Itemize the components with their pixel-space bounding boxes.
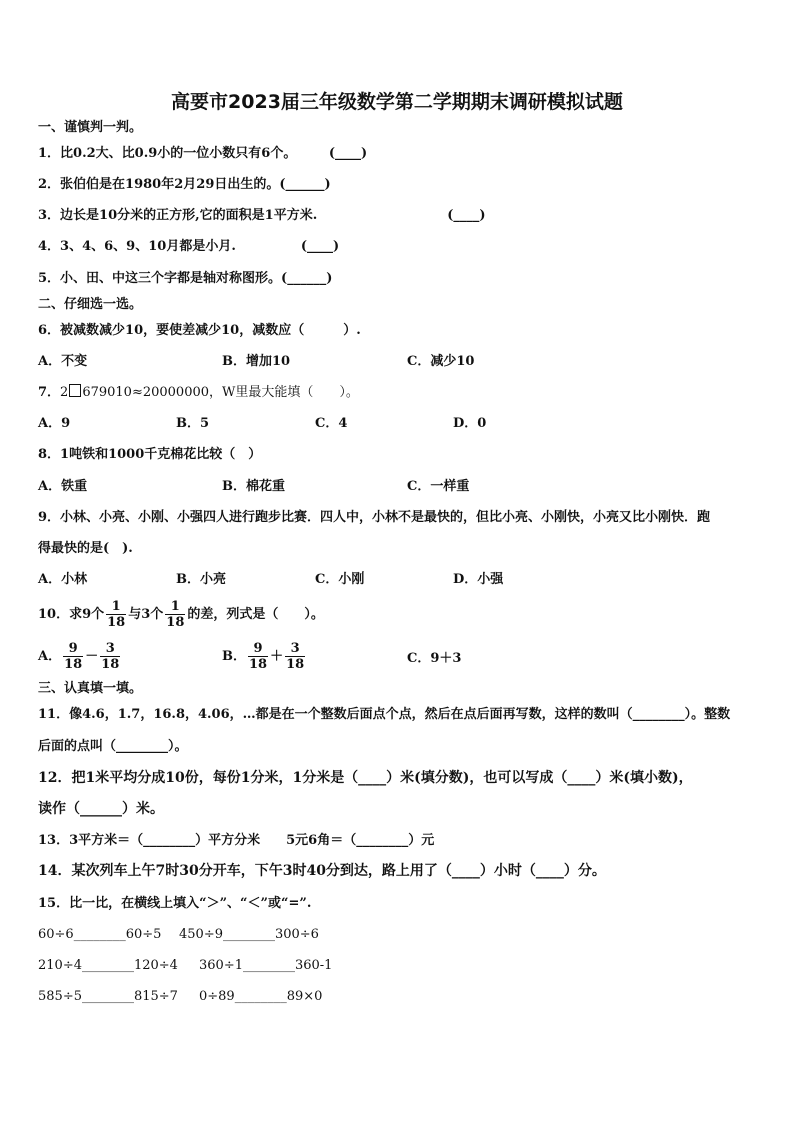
fraction [248, 641, 268, 672]
fraction-denominator: 18 [166, 615, 185, 630]
q7-option-b: B．5 [176, 416, 210, 431]
q6-option-a: A．不变 [38, 354, 88, 369]
option-label: B． [222, 649, 246, 664]
question-8: 8．1吨铁和1000千克棉花比较（ ） [38, 447, 262, 462]
q7-option-c: C．4 [315, 416, 348, 431]
question-13: 13．3平方米＝（________）平方分米 5元6角＝（________）元 [38, 833, 435, 848]
q10-text-2: 与3个 [128, 607, 164, 622]
fraction [100, 641, 120, 672]
question-11-line-1: 11．像4.6，1.7，16.8，4.06，…都是在一个整数后面点个点，然后在点后面再写数，这样的数叫（________）。整数 [38, 707, 731, 722]
fraction-numerator: 1 [106, 599, 126, 615]
question-5: 5．小、田、中这三个字都是轴对称图形。(______) [38, 271, 333, 286]
operator: － [85, 649, 99, 664]
fraction [285, 641, 305, 672]
q10-option-a [38, 641, 122, 672]
question-11-line-2: 后面的点叫（________）。 [38, 739, 188, 754]
q7-number: 7． [38, 385, 61, 400]
q8-option-c: C．一样重 [407, 479, 470, 494]
blank-box-icon [69, 384, 81, 397]
fraction [106, 599, 126, 630]
q9-option-a: A．小林 [38, 572, 88, 587]
q6-option-c: C．减少10 [407, 354, 475, 369]
question-10 [38, 599, 324, 630]
compare-row-1-left: 60÷6________60÷5 [38, 927, 162, 942]
question-9-line-2: 得最快的是( ). [38, 541, 133, 556]
compare-row-2-left: 210÷4________120÷4 [38, 958, 178, 973]
operator: ＋ [270, 649, 284, 664]
fraction-denominator: 18 [249, 657, 268, 672]
q10-text-3: 的差，列式是（ ）。 [187, 607, 324, 622]
section-heading-3: 三、认真填一填。 [38, 681, 143, 696]
q7-option-a: A．9 [38, 416, 71, 431]
question-12-line-2: 读作（______）米。 [38, 801, 164, 817]
question-14: 14．某次列车上午7时30分开车，下午3时40分到达，路上用了（____）小时（____）分。 [38, 863, 606, 879]
question-6: 6．被减数减少10，要使差减少10，减数应（ ）. [38, 323, 361, 338]
q8-option-a: A．铁重 [38, 479, 88, 494]
fraction-denominator: 18 [286, 657, 305, 672]
fraction-denominator: 18 [101, 657, 120, 672]
q8-option-b: B．棉花重 [222, 479, 285, 494]
option-label: A． [38, 649, 62, 664]
fraction-numerator: 9 [248, 641, 268, 657]
page-title: 高要市2023届三年级数学第二学期期末调研模拟试题 [171, 91, 623, 113]
compare-row-3-right: 0÷89________89×0 [199, 989, 323, 1004]
q9-option-b: B．小亮 [176, 572, 226, 587]
question-9-line-1: 9．小林、小亮、小刚、小强四人进行跑步比赛．四人中，小林不是最快的，但比小亮、小刚快，小亮又比小刚快．跑 [38, 510, 711, 525]
fraction-denominator: 18 [107, 615, 126, 630]
fraction-numerator: 9 [63, 641, 83, 657]
q9-option-c: C．小刚 [315, 572, 365, 587]
fraction-numerator: 1 [165, 599, 185, 615]
question-12-line-1: 12．把1米平均分成10份，每份1分米，1分米是（____）米(填分数)，也可以写成（____）米(填小数)， [38, 770, 693, 786]
question-4: 4．3、4、6、9、10月都是小月. (____) [38, 239, 340, 254]
q10-option-c: C．9＋3 [407, 651, 462, 666]
compare-row-3-left: 585÷5________815÷7 [38, 989, 178, 1004]
q7-prefix: 2 [60, 385, 69, 400]
fraction [63, 641, 83, 672]
fraction [165, 599, 185, 630]
q6-option-b: B．增加10 [222, 354, 291, 369]
q10-text-1: 10．求9个 [38, 607, 105, 622]
question-7 [38, 384, 359, 402]
compare-row-1-right: 450÷9________300÷6 [179, 927, 319, 942]
question-1: 1．比0.2大、比0.9小的一位小数只有6个。 (____) [38, 146, 368, 161]
question-3: 3．边长是10分米的正方形,它的面积是1平方米. (____) [38, 208, 486, 223]
question-15: 15．比一比，在横线上填入“＞”、“＜”或“=”. [38, 896, 312, 911]
q10-option-b [222, 641, 307, 672]
question-2: 2．张伯伯是在1980年2月29日出生的。(______) [38, 177, 331, 192]
q7-option-d: D．0 [453, 416, 487, 431]
section-heading-2: 二、仔细选一选。 [38, 297, 143, 312]
q9-option-d: D．小强 [453, 572, 504, 587]
compare-row-2-right: 360÷1________360-1 [199, 958, 333, 973]
fraction-numerator: 3 [285, 641, 305, 657]
fraction-numerator: 3 [100, 641, 120, 657]
fraction-denominator: 18 [64, 657, 83, 672]
section-heading-1: 一、谨慎判一判。 [38, 120, 143, 135]
q7-suffix: 679010≈20000000，W里最大能填（ ）。 [82, 385, 359, 400]
